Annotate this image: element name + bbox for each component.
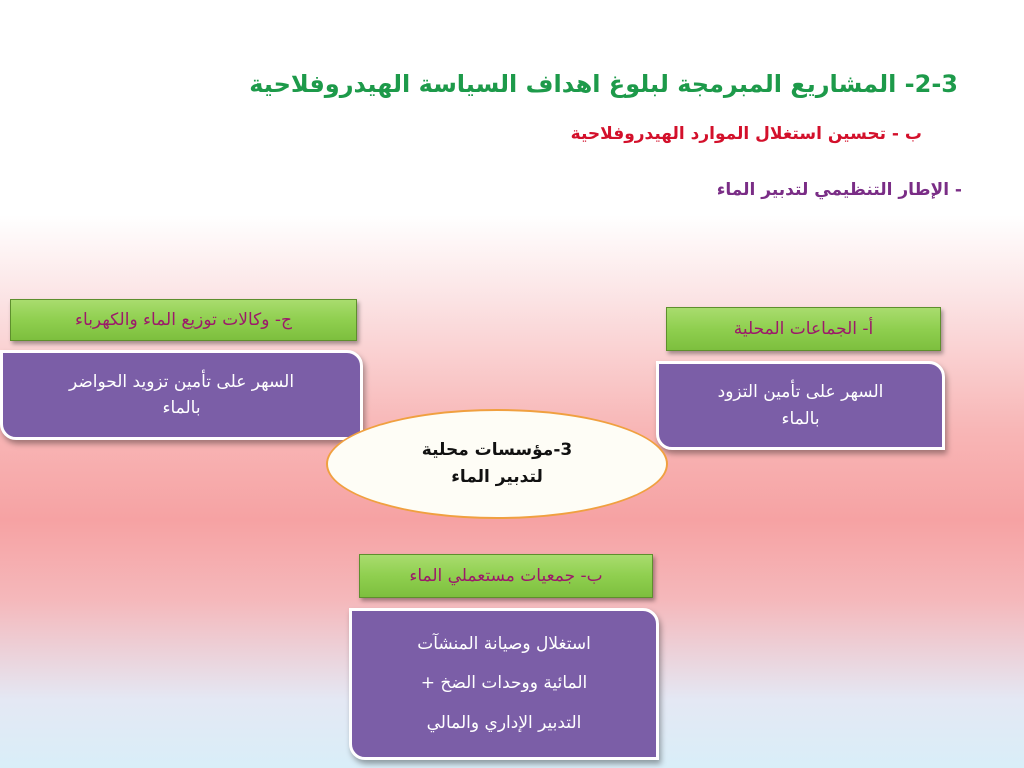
center-line-2: لتدبير الماء [451,467,543,487]
node-b-description [349,608,659,760]
node-c-label-text: ج- وكالات توزيع الماء والكهرباء [75,310,292,330]
node-c-line-2: بالماء [162,398,201,418]
node-a-label [666,307,941,351]
node-b-line-3: التدبير الإداري والمالي [426,712,582,733]
section-subtitle: ب - تحسين استغلال الموارد الهيدروفلاحية [570,124,922,144]
node-c-description [0,350,363,440]
node-a-label-text: أ- الجماعات المحلية [733,319,874,339]
node-b-line-2: المائية ووحدات الضخ + [420,673,588,694]
slide-title: 2-3- المشاريع المبرمجة لبلوغ اهداف السياسة الهيدروفلاحية [249,70,958,98]
center-ellipse [326,409,668,519]
node-b-line-1: استغلال وصيانة المنشآت [417,634,591,655]
node-a-line-1: السهر على تأمين التزود [717,382,884,403]
section-subheading: - الإطار التنظيمي لتدبير الماء [716,180,962,200]
node-a-description [656,361,945,450]
node-b-label [359,554,653,598]
node-b-label-text: ب- جمعيات مستعملي الماء [409,566,603,586]
center-line-1: 3-مؤسسات محلية [421,439,573,460]
node-c-label [10,299,357,341]
node-c-line-1: السهر على تأمين تزويد الحواضر [68,371,295,392]
node-a-line-2: بالماء [781,408,820,429]
